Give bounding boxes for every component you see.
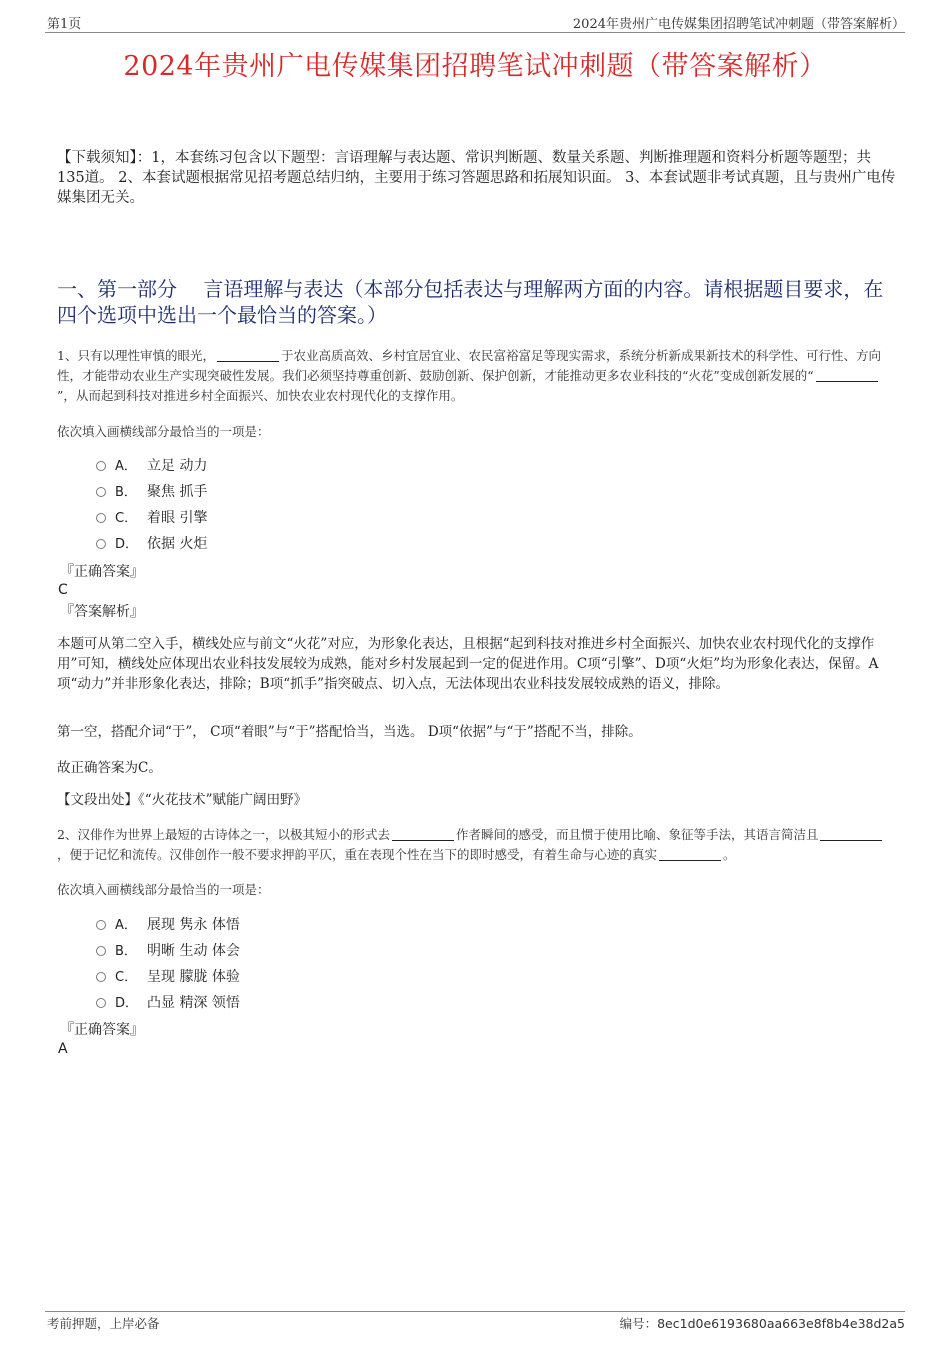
q1-blank-1	[217, 347, 279, 362]
q1-answer: C	[58, 582, 68, 598]
q2-blank-2	[820, 826, 882, 841]
q2-answer: A	[58, 1041, 68, 1057]
q1-source: 【文段出处】《“火花技术”赋能广阔田野》	[57, 792, 308, 808]
q1-analysis-paragraph: 第一空，搭配介词“于”， C项“着眼”与“于”搭配恰当，当选。 D项“依据”与“于”搭配不当，排除。	[57, 724, 642, 740]
option-key: C．	[115, 970, 138, 985]
q1-stem-part-b: 于农业高质高效、乡村宜居宜业、农民富裕富足等现实需求，系统分析新成果新技术的科学性、可行性、方向性，才能带动农业生产实现突破性发展。我们必须坚持尊重创新、鼓励创新、保护创新，才能推动更多农业科技的“火花”变成创新发展的“	[57, 348, 881, 383]
option-text: 依据 火炬	[147, 536, 208, 552]
q2-stem-part-c: ，便于记忆和流传。汉俳创作一般不要求押韵平仄，重在表现个性在当下的即时感受，有着生命与心迹的真实	[57, 847, 658, 862]
footer-code	[620, 1314, 905, 1332]
footer-code-value: 8ec1d0e6193680aa663e8f8b4e38d2a5	[657, 1316, 905, 1331]
footer-code-label: 编号：	[619, 1316, 658, 1331]
q2-stem-part-a: 2、汉俳作为世界上最短的古诗体之一，以极其短小的形式去	[57, 827, 390, 842]
footer-divider	[45, 1311, 905, 1312]
q1-option-d[interactable]	[96, 533, 207, 555]
radio-icon[interactable]	[96, 513, 106, 523]
q2-stem-part-b: 作者瞬间的感受，而且惯于使用比喻、象征等手法，其语言简洁且	[455, 827, 819, 842]
q1-analysis-paragraph: 本题可从第二空入手，横线处应与前文“火花”对应，为形象化表达，且根据“起到科技对推进乡村全面振兴、加快农业农村现代化的支撑作用”可知，横线处应体现出农业科技发展较为成熟，能对乡村发展起到一定的促进作用。C项“引擎”、D项“火炬”均为形象化表达，保留。A项“动力”并非形象化表达，排除；B项“抓手”指突破点、切入点，无法体现出农业科技发展较成熟的语义，排除。	[57, 636, 879, 692]
option-key: B．	[115, 944, 137, 959]
option-text: 立足 动力	[147, 458, 208, 474]
q2-stem-part-d: 。	[723, 847, 736, 862]
download-notice: 【下载须知】：1，本套练习包含以下题型：言语理解与表达题、常识判断题、数量关系题、判断推理题和资料分析题等题型；共135道。 2、本套试题根据常见招考题总结归纳，主要用于练习答题思路和拓展知识面。 3、本套试题非考试真题，且与贵州广电传媒集团无关。	[57, 150, 896, 206]
document-title: 2024年贵州广电传媒集团招聘笔试冲刺题（带答案解析）	[123, 51, 827, 82]
radio-icon[interactable]	[96, 487, 106, 497]
option-text: 着眼 引擎	[147, 510, 208, 526]
q2-option-d[interactable]	[96, 992, 240, 1014]
question-1-stem	[57, 346, 887, 406]
q1-analysis-label: 『答案解析』	[60, 604, 144, 620]
q1-answer-label: 『正确答案』	[60, 564, 144, 580]
question-2-prompt: 依次填入画横线部分最恰当的一项是：	[57, 882, 270, 897]
q1-option-c[interactable]	[96, 507, 207, 529]
footer-slogan: 考前押题，上岸必备	[47, 1316, 160, 1331]
q1-blank-2	[816, 367, 878, 382]
header-divider	[45, 32, 905, 33]
running-title: 2024年贵州广电传媒集团招聘笔试冲刺题（带答案解析）	[572, 17, 905, 32]
option-text: 呈现 朦胧 体验	[147, 969, 240, 985]
q2-blank-3	[659, 846, 721, 861]
radio-icon[interactable]	[96, 461, 106, 471]
radio-icon[interactable]	[96, 539, 106, 549]
question-1-prompt: 依次填入画横线部分最恰当的一项是：	[57, 424, 270, 439]
question-2-stem	[57, 825, 887, 865]
option-key: A．	[115, 918, 137, 933]
radio-icon[interactable]	[96, 920, 106, 930]
q1-option-b[interactable]	[96, 481, 207, 503]
q2-blank-1	[392, 826, 454, 841]
option-text: 展现 隽永 体悟	[147, 917, 240, 933]
option-key: A．	[115, 459, 137, 474]
page-number: 第1页	[47, 17, 82, 32]
option-key: B．	[115, 485, 137, 500]
q1-option-a[interactable]	[96, 455, 207, 477]
q1-analysis-paragraph: 故正确答案为C。	[57, 760, 162, 776]
section-heading: 一、第一部分 言语理解与表达（本部分包括表达与理解两方面的内容。请根据题目要求，在四个选项中选出一个最恰当的答案。）	[57, 277, 884, 327]
option-key: C．	[115, 511, 138, 526]
radio-icon[interactable]	[96, 972, 106, 982]
option-text: 聚焦 抓手	[147, 484, 208, 500]
q2-option-c[interactable]	[96, 966, 240, 988]
q2-option-a[interactable]	[96, 914, 240, 936]
radio-icon[interactable]	[96, 946, 106, 956]
option-key: D．	[115, 537, 139, 552]
option-key: D．	[115, 996, 139, 1011]
q2-option-b[interactable]	[96, 940, 240, 962]
option-text: 明晰 生动 体会	[147, 943, 240, 959]
option-text: 凸显 精深 领悟	[147, 995, 240, 1011]
q1-stem-part-c: ”，从而起到科技对推进乡村全面振兴、加快农业农村现代化的支撑作用。	[57, 388, 464, 403]
radio-icon[interactable]	[96, 998, 106, 1008]
q2-answer-label: 『正确答案』	[60, 1022, 144, 1038]
q1-stem-part-a: 1、只有以理性审慎的眼光，	[57, 348, 215, 363]
